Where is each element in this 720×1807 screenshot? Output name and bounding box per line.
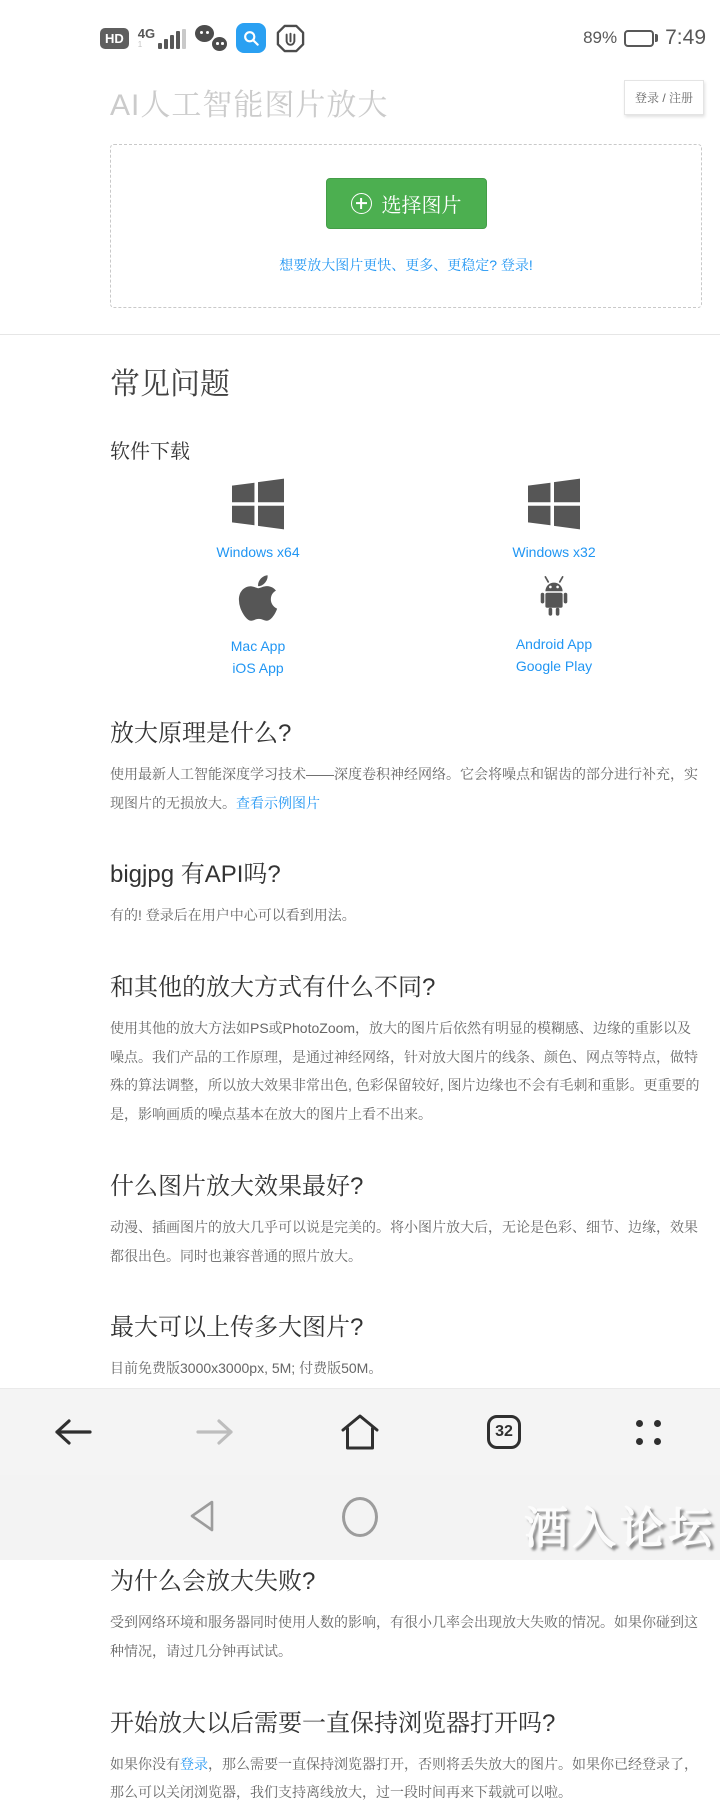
android-robot-icon	[531, 572, 577, 627]
faq-answer: 动漫、插画图片的放大几乎可以说是完美的。将小图片放大后，无论是色彩、细节、边缘，效果都很出色。同时也兼容普通的照片放大。	[110, 1218, 698, 1264]
status-bar-left	[100, 23, 306, 54]
android-back-button[interactable]	[188, 1499, 216, 1538]
faq-question: 开始放大以后需要一直保持浏览器打开吗?	[110, 1709, 556, 1737]
android-nav-bar	[0, 1475, 720, 1560]
google-play-link[interactable]: Google Play	[515, 658, 593, 674]
faq-section	[110, 1307, 702, 1383]
faq-title: 常见问题	[110, 368, 230, 401]
browser-menu-button[interactable]	[576, 1420, 720, 1445]
faq-section	[110, 1703, 702, 1807]
faq-question: 放大原理是什么?	[110, 720, 292, 747]
select-image-label: 选择图片	[381, 194, 462, 217]
download-android	[406, 572, 702, 676]
faq-question: 什么图片放大效果最好?	[110, 1172, 364, 1200]
battery-percent: 89%	[583, 28, 618, 47]
browser-tabs-button[interactable]	[432, 1415, 576, 1449]
faq-section	[110, 1166, 702, 1270]
download-windows-x32	[406, 478, 702, 560]
download-apple	[110, 572, 406, 676]
download-windows-x64	[110, 478, 406, 560]
faq-answer: 目前免费版3000x3000px, 5M; 付费版50M。	[110, 1360, 383, 1377]
browser-forward-button[interactable]	[144, 1416, 288, 1448]
watermark-text: 酒入论坛	[524, 1504, 716, 1553]
status-bar	[0, 0, 720, 62]
windows-x64-link[interactable]: Windows x64	[216, 544, 300, 560]
android-app-link[interactable]: Android App	[515, 636, 593, 652]
clock: 7:49	[665, 26, 706, 49]
signal-bars-icon	[158, 29, 186, 49]
network-type-label: 4G 1	[137, 26, 156, 49]
network-signal	[138, 27, 186, 49]
windows-x32-link[interactable]: Windows x32	[512, 544, 596, 560]
windows-logo-icon	[232, 478, 284, 535]
browser-toolbar	[0, 1388, 720, 1475]
ios-app-link[interactable]: iOS App	[232, 660, 284, 676]
bottom-bars	[0, 1388, 720, 1560]
faq-answer: 受到网络环境和服务器同时使用人数的影响，有很小几率会出现放大失败的情况。如果你碰到这种情况，请过几分钟再试试。	[110, 1614, 698, 1659]
downloads-row-mobile	[110, 572, 702, 676]
status-bar-right	[583, 26, 706, 50]
page-title: AI人工智能图片放大	[110, 89, 389, 122]
menu-dots-icon	[636, 1420, 661, 1445]
faq-section	[110, 1561, 702, 1665]
upload-dropzone[interactable]	[110, 144, 702, 308]
faq-section	[110, 854, 702, 930]
divider	[0, 334, 720, 335]
faq-section	[110, 967, 702, 1129]
hd-indicator: HD	[100, 28, 129, 49]
apple-logo-icon	[237, 572, 279, 629]
plus-circle-icon	[351, 193, 372, 214]
wechat-icon	[195, 25, 227, 51]
battery-icon	[624, 30, 658, 47]
faq-answer: 有的! 登录后在用户中心可以看到用法。	[110, 907, 356, 924]
faq-answer: 使用最新人工智能深度学习技术——深度卷积神经网络。它会将噪点和锯齿的部分进行补充，实现图片的无损放大。查看示例图片	[110, 766, 698, 811]
search-icon	[236, 23, 266, 53]
faq-question: 最大可以上传多大图片?	[110, 1314, 364, 1342]
faq-answer: 使用其他的放大方法如PS或PhotoZoom，放大的图片后依然有明显的模糊感、边缘的重影以及噪点。我们产品的工作原理，是通过神经网络，针对放大图片的线条、颜色、网点等特点，做特殊的算法调整，所以放大效果非常出色, 色彩保留较好, 图片边缘也不会有毛刺和重影。更重要的是，影响画质的噪点基本在放大的图片上看不出来。	[110, 1020, 700, 1123]
select-image-button[interactable]	[326, 178, 487, 229]
downloads-row-windows	[110, 478, 702, 560]
faq-section	[110, 713, 702, 817]
android-home-button[interactable]	[342, 1497, 378, 1537]
faq-question: 为什么会放大失败?	[110, 1568, 316, 1596]
browser-home-button[interactable]	[288, 1413, 432, 1451]
mac-app-link[interactable]: Mac App	[230, 638, 286, 654]
login-hint-link[interactable]: 想要放大图片更快、更多、更稳定? 登录!	[279, 256, 533, 273]
downloads-title: 软件下载	[110, 441, 190, 463]
main-content	[0, 359, 720, 1807]
browser-back-button[interactable]	[0, 1416, 144, 1448]
windows-logo-icon	[528, 478, 580, 535]
faq-question: 和其他的放大方式有什么不同?	[110, 974, 436, 1002]
page-header	[0, 62, 720, 124]
tab-count-badge: 32	[487, 1415, 521, 1449]
faq-question: bigjpg 有API吗?	[110, 861, 281, 889]
faq-answer: 如果你没有登录，那么需要一直保持浏览器打开，否则将丢失放大的图片。如果你已经登录了，那么可以关闭浏览器，我们支持离线放大，过一段时间再来下载就可以啦。	[110, 1755, 698, 1801]
inline-login-link[interactable]: 登录	[180, 1755, 208, 1772]
login-register-button[interactable]: 登录 / 注册	[624, 80, 704, 115]
adblock-hand-icon	[275, 23, 306, 54]
sample-images-link[interactable]: 查看示例图片	[236, 794, 320, 811]
